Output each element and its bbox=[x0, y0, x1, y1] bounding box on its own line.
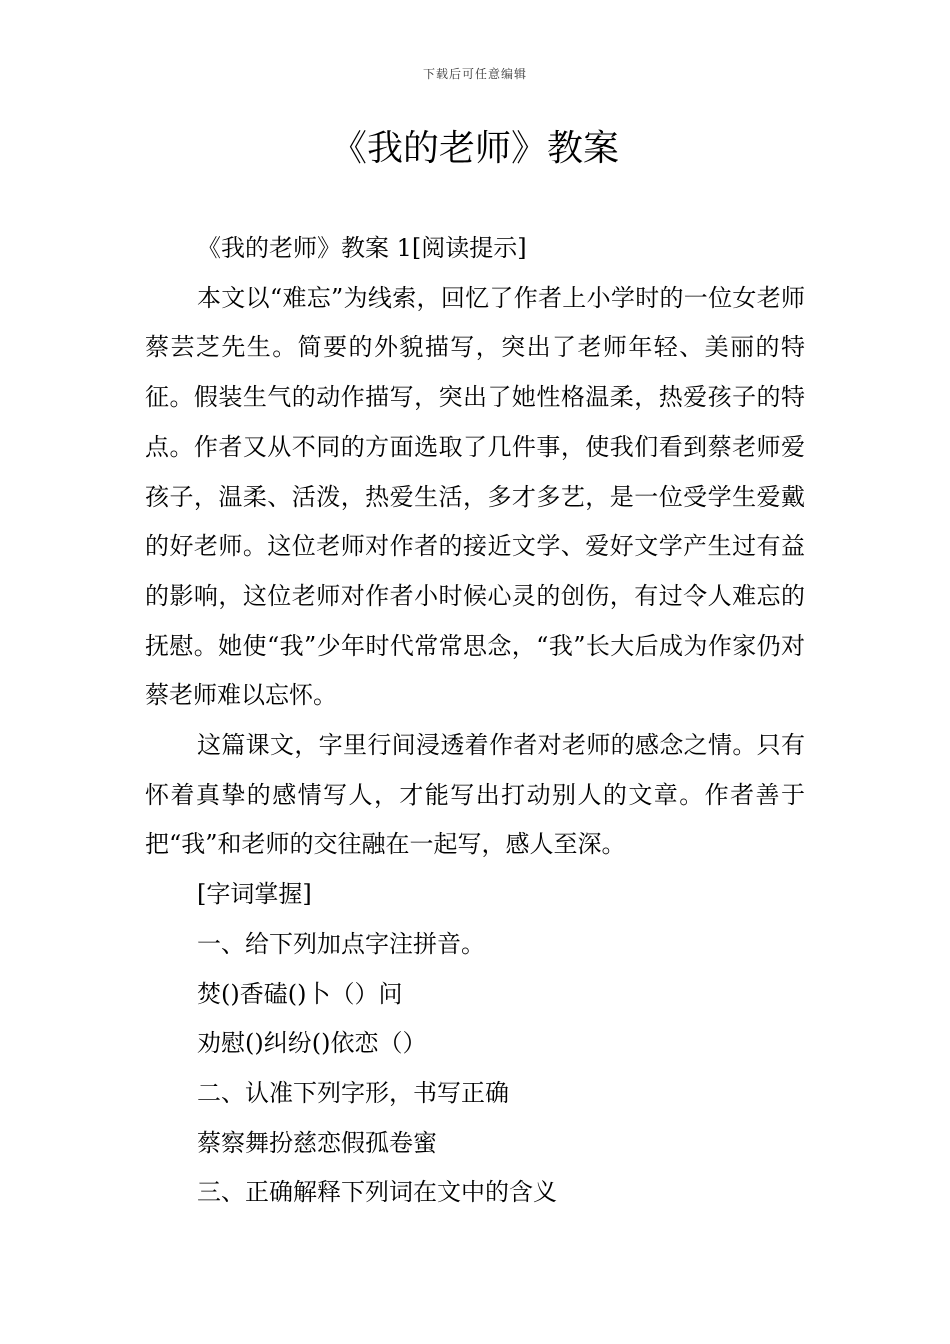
section-heading-reading-tips: 《我的老师》教案 1[阅读提示] bbox=[197, 234, 527, 262]
document-body bbox=[145, 224, 805, 1218]
exercise-one-heading: 一、给下列加点字注拼音。 bbox=[197, 929, 485, 958]
document-title: 《我的老师》教案 bbox=[330, 128, 619, 169]
section-heading-vocabulary: [字词掌握] bbox=[197, 880, 312, 909]
exercise-one-line-2: 劝慰()纠纷()依恋（） bbox=[197, 1029, 427, 1058]
exercise-two-heading: 二、认准下列字形，书写正确 bbox=[197, 1078, 509, 1107]
exercise-three-heading: 三、正确解释下列词在文中的含义 bbox=[197, 1178, 557, 1207]
exercise-two-characters: 蔡察舞扮慈恋假孤卷蜜 bbox=[197, 1128, 437, 1157]
exercise-one-line-1: 焚()香磕()卜（）问 bbox=[197, 979, 403, 1008]
paragraph-feeling: 这篇课文，字里行间浸透着作者对老师的感念之情。只有怀着真挚的感情写人，才能写出打动别人的文章。作者善于把“我”和老师的交往融在一起写，感人至深。 bbox=[145, 731, 805, 859]
paragraph-summary: 本文以“难忘”为线索，回忆了作者上小学时的一位女老师蔡芸芝先生。简要的外貌描写，突出了老师年轻、美丽的特征。假装生气的动作描写，突出了她性格温柔，热爱孩子的特点。作者又从不同的方面选取了几件事，使我们看到蔡老师爱孩子，温柔、活泼，热爱生活，多才多艺，是一位受学生爱戴的好老师。这位老师对作者的接近文学、爱好文学产生过有益的影响，这位老师对作者小时候心灵的创伤，有过令人难忘的抚慰。她使“我”少年时代常常思念，“我”长大后成为作家仍对蔡老师难以忘怀。 bbox=[145, 283, 805, 710]
header-note: 下载后可任意编辑 bbox=[422, 67, 527, 81]
